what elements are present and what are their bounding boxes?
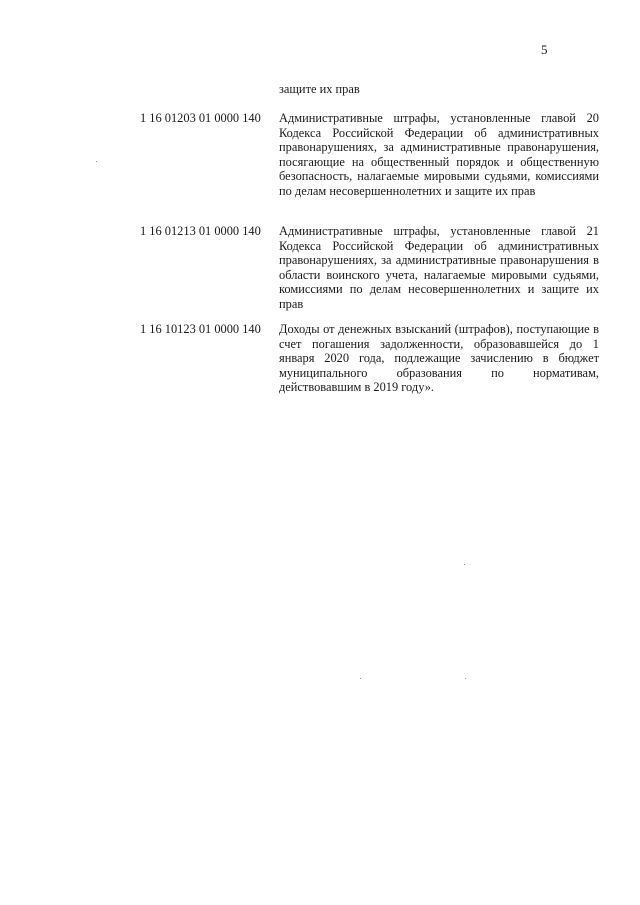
budget-code: 1 16 01203 01 0000 140	[140, 111, 261, 125]
budget-description: Административные штрафы, установленные главой 21 Кодекса Российской Федерации об административных правонарушениях, за административные правонарушения в области воинского учета, налагаемые мировыми судьями, комиссиями по делам несовершеннолетних и защите их прав	[279, 224, 599, 311]
budget-description: Административные штрафы, установленные главой 20 Кодекса Российской Федерации об административных правонарушениях, за административные правонарушения, посягающие на общественный порядок и общественную безопасность, налагаемые мировыми судьями, комиссиями по делам несовершеннолетних и защите их прав	[279, 111, 599, 198]
page-number: 5	[541, 42, 548, 57]
scan-speck	[96, 161, 97, 162]
continuation-text: защите их прав	[279, 82, 360, 96]
scan-speck	[360, 678, 361, 679]
budget-code: 1 16 01213 01 0000 140	[140, 224, 261, 238]
scan-speck	[464, 564, 465, 565]
scan-speck	[465, 678, 466, 679]
budget-code: 1 16 10123 01 0000 140	[140, 322, 261, 336]
budget-description: Доходы от денежных взысканий (штрафов), поступающие в счет погашения задолженности, образовавшейся до 1 января 2020 года, подлежащие зачислению в бюджет муниципального образования по нормативам, действовавшим в 2019 году».	[279, 322, 599, 395]
